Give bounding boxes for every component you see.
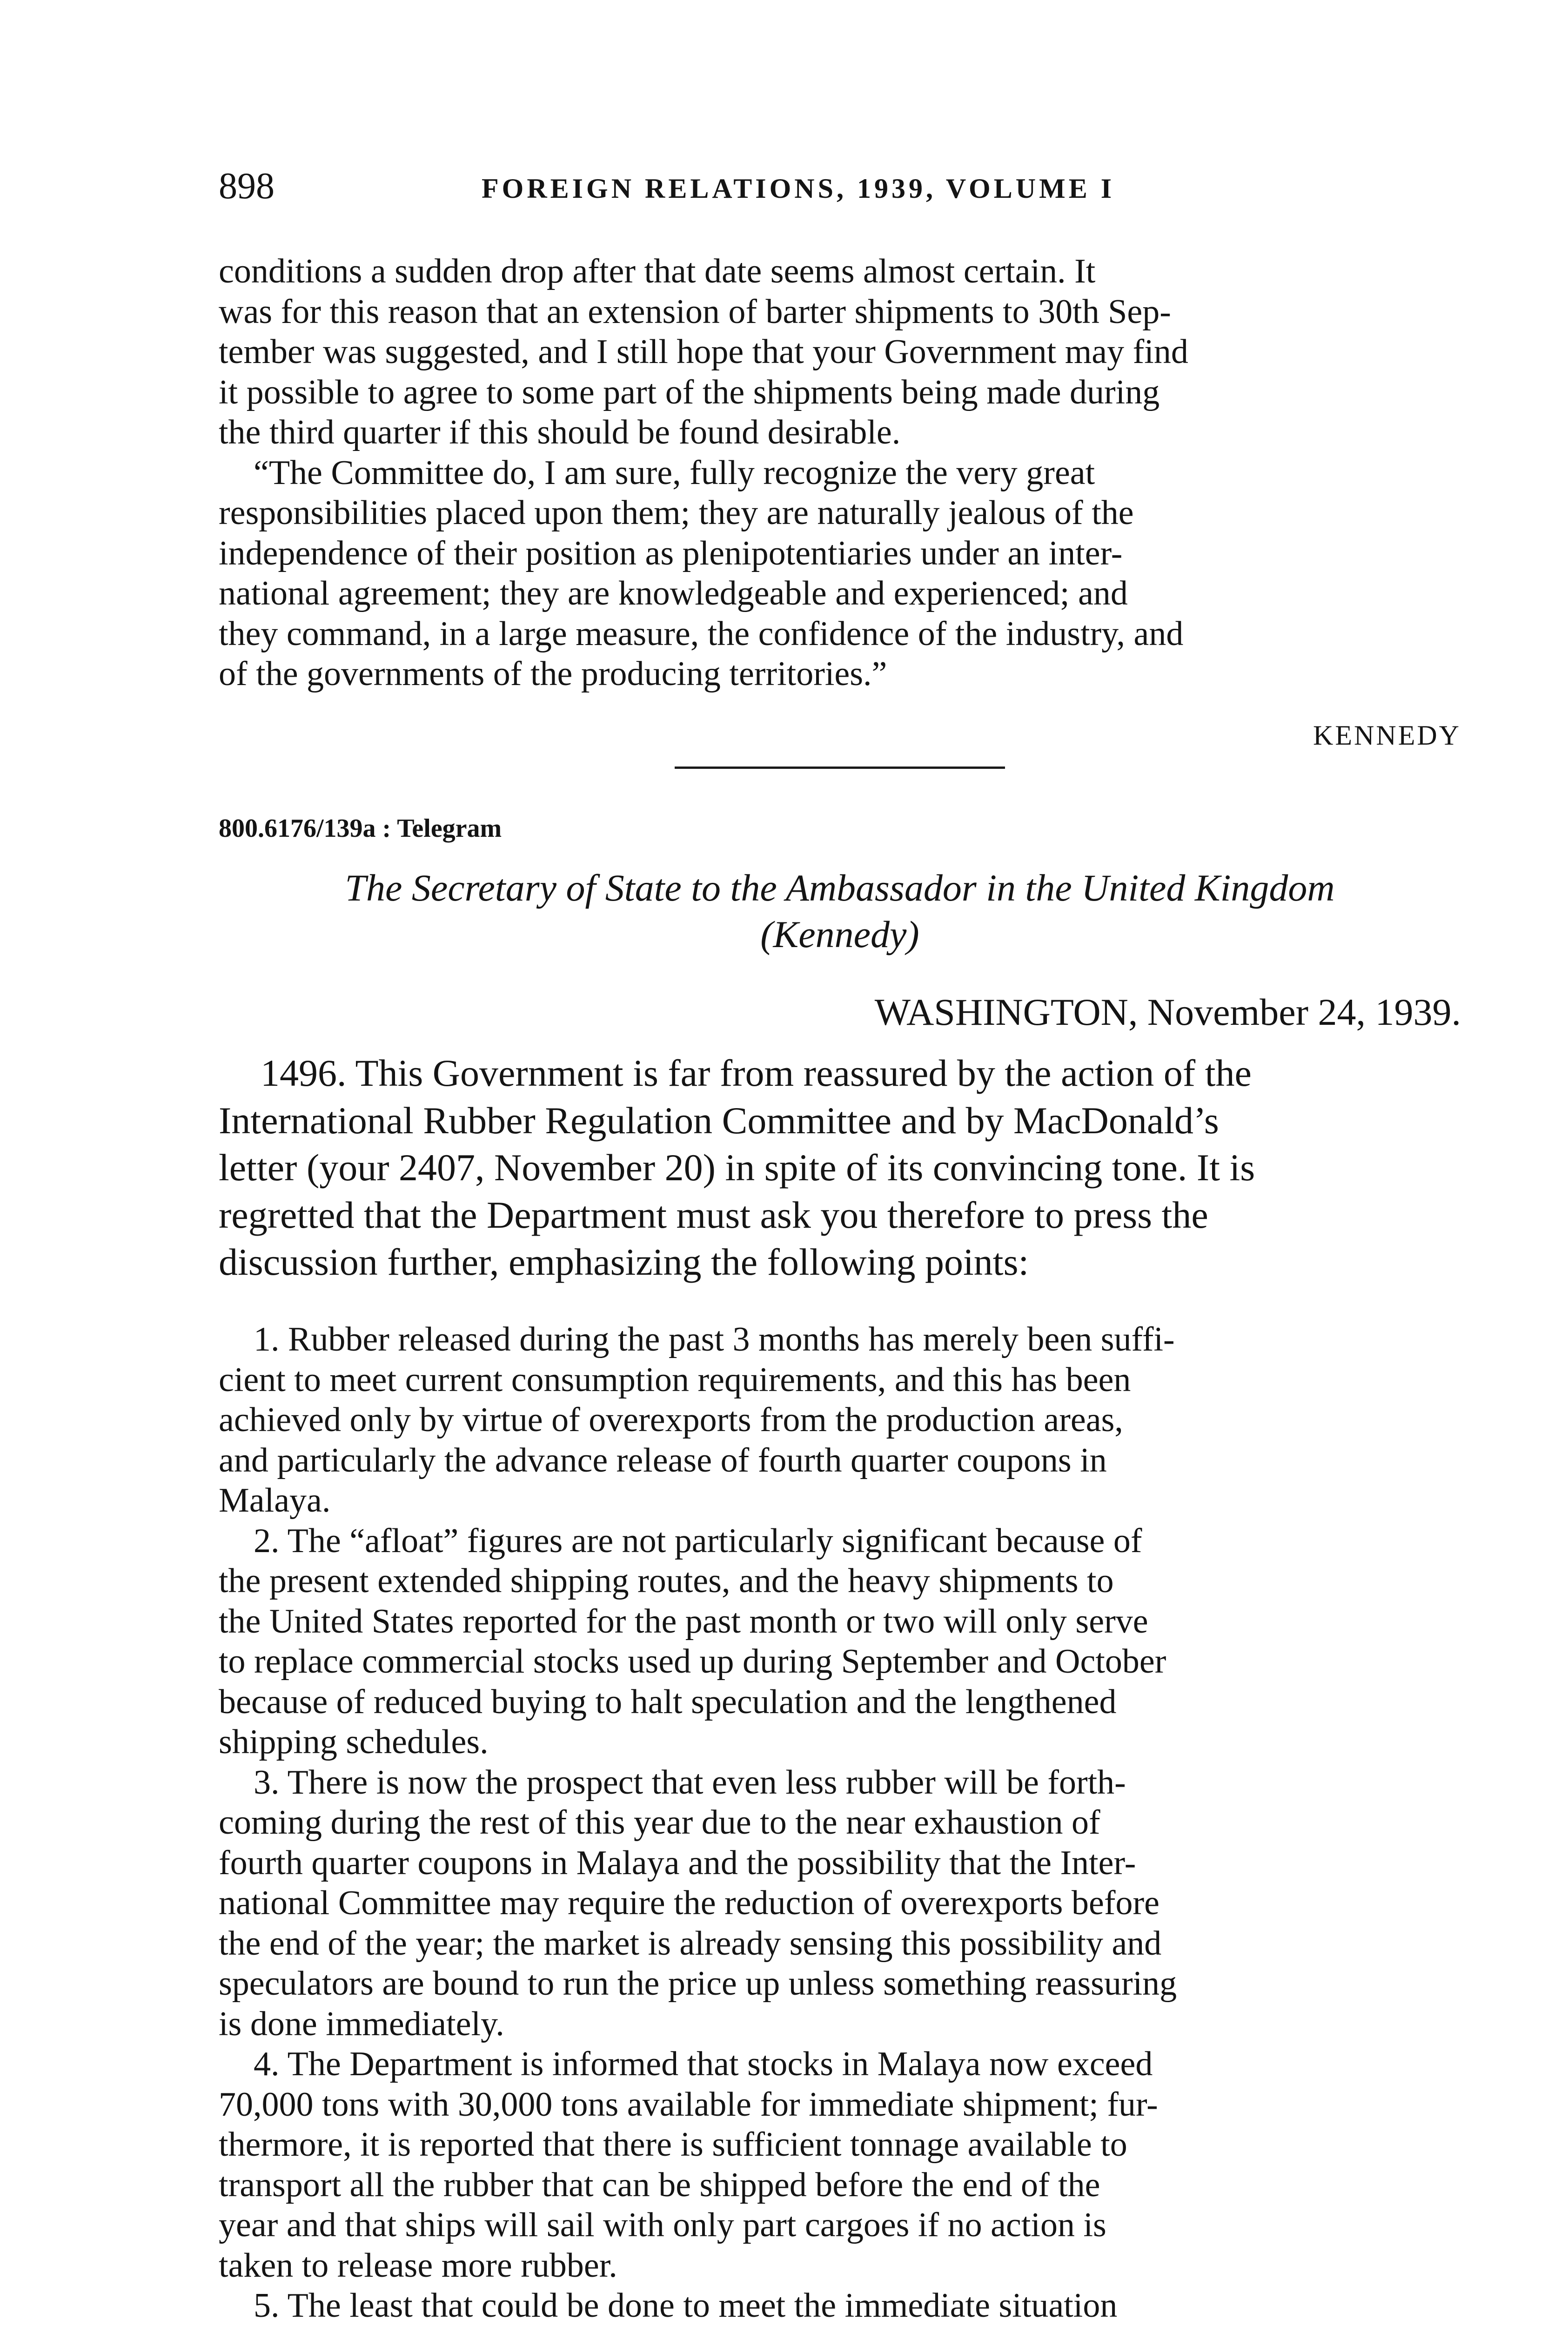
text-line: year and that ships will sail with only part cargoes if no action is <box>219 2206 1106 2244</box>
text-line: responsibilities placed upon them; they are naturally jealous of the <box>219 494 1134 532</box>
text-line: coming during the rest of this year due to the near exhaustion of <box>219 1803 1100 1842</box>
list-item <box>219 1521 1461 1762</box>
text-line: 3. There is now the prospect that even less rubber will be forth- <box>254 1763 1126 1802</box>
text-line: transport all the rubber that can be shipped before the end of the <box>219 2166 1100 2204</box>
text-line: Malaya. <box>219 1481 331 1520</box>
text-line: shipping schedules. <box>219 1723 489 1761</box>
section-divider <box>675 767 1005 769</box>
text-line: conditions a sudden drop after that date seems almost certain. It <box>219 252 1096 290</box>
text-line: national Committee may require the reduction of overexports before <box>219 1884 1159 1922</box>
text-line: they command, in a large measure, the confidence of the industry, and <box>219 614 1184 653</box>
text-line: 2. The “afloat” figures are not particularly significant because of <box>254 1521 1142 1560</box>
document-heading: The Secretary of State to the Ambassador in the United Kingdom <box>345 867 1335 909</box>
running-header <box>219 163 1461 219</box>
text-line: speculators are bound to run the price up unless something reassuring <box>219 1964 1177 2003</box>
paragraph <box>219 1049 1461 1286</box>
paragraph <box>219 453 1461 694</box>
text-line: “The Committee do, I am sure, fully recognize the very great <box>254 453 1095 492</box>
text-line: 4. The Department is informed that stocks in Malaya now exceed <box>254 2045 1153 2083</box>
document-heading-addressee: (Kennedy) <box>760 913 919 955</box>
text-line: the third quarter if this should be found desirable. <box>219 413 901 451</box>
running-title: FOREIGN RELATIONS, 1939, VOLUME I <box>482 173 1115 204</box>
list-item <box>219 1762 1461 2045</box>
text-line: is done immediately. <box>219 2004 504 2043</box>
text-line: 1. Rubber released during the past 3 months has merely been suffi- <box>254 1320 1175 1359</box>
text-line: taken to release more rubber. <box>219 2246 617 2285</box>
text-line: the present extended shipping routes, and the heavy shipments to <box>219 1562 1114 1600</box>
paragraph <box>219 251 1461 453</box>
text-line: and particularly the advance release of fourth quarter coupons in <box>219 1441 1107 1480</box>
text-line: the United States reported for the past month or two will only serve <box>219 1602 1148 1641</box>
text-line: because of reduced buying to halt speculation and the lengthened <box>219 1682 1117 1721</box>
text-line: fourth quarter coupons in Malaya and the possibility that the Inter- <box>219 1843 1136 1882</box>
page-number: 898 <box>219 166 275 207</box>
text-line: tember was suggested, and I still hope that your Government may find <box>219 333 1188 371</box>
text-line: cient to meet current consumption requirements, and this has been <box>219 1360 1131 1399</box>
text-line: 1496. This Government is far from reassured by the action of the <box>261 1052 1252 1094</box>
file-reference: 800.6176/139a : Telegram <box>219 814 502 843</box>
text-line: was for this reason that an extension of barter shipments to 30th Sep- <box>219 292 1171 331</box>
prior-document-body <box>219 251 1461 694</box>
text-line: discussion further, emphasizing the following points: <box>219 1241 1029 1283</box>
text-line: national agreement; they are knowledgeable and experienced; and <box>219 574 1128 612</box>
text-line: it possible to agree to some part of the shipments being made during <box>219 373 1160 411</box>
text-line: to replace commercial stocks used up during September and October <box>219 1642 1166 1681</box>
text-line: the end of the year; the market is already sensing this possibility and <box>219 1924 1162 1963</box>
text-line: thermore, it is reported that there is sufficient tonnage available to <box>219 2125 1127 2164</box>
text-line: International Rubber Regulation Committee and by MacDonald’s <box>219 1099 1219 1142</box>
text-line: of the governments of the producing territories.” <box>219 655 887 693</box>
list-item <box>219 1319 1461 1521</box>
text-line: letter (your 2407, November 20) in spite of its convincing tone. It is <box>219 1146 1255 1189</box>
text-line: achieved only by virtue of overexports from the production areas, <box>219 1401 1123 1439</box>
dateline: WASHINGTON, November 24, 1939. <box>874 991 1461 1033</box>
text-line: independence of their position as plenipotentiaries under an inter- <box>219 534 1123 572</box>
list-item <box>219 2286 1461 2327</box>
text-line: 70,000 tons with 30,000 tons available for immediate shipment; fur- <box>219 2085 1158 2124</box>
telegram-intro <box>219 1049 1461 1286</box>
signature: KENNEDY <box>1313 720 1461 751</box>
text-line: 5. The least that could be done to meet the immediate situation <box>254 2287 1118 2325</box>
list-item <box>219 2044 1461 2286</box>
numbered-points <box>219 1319 1461 2327</box>
text-line: regretted that the Department must ask you therefore to press the <box>219 1193 1208 1236</box>
